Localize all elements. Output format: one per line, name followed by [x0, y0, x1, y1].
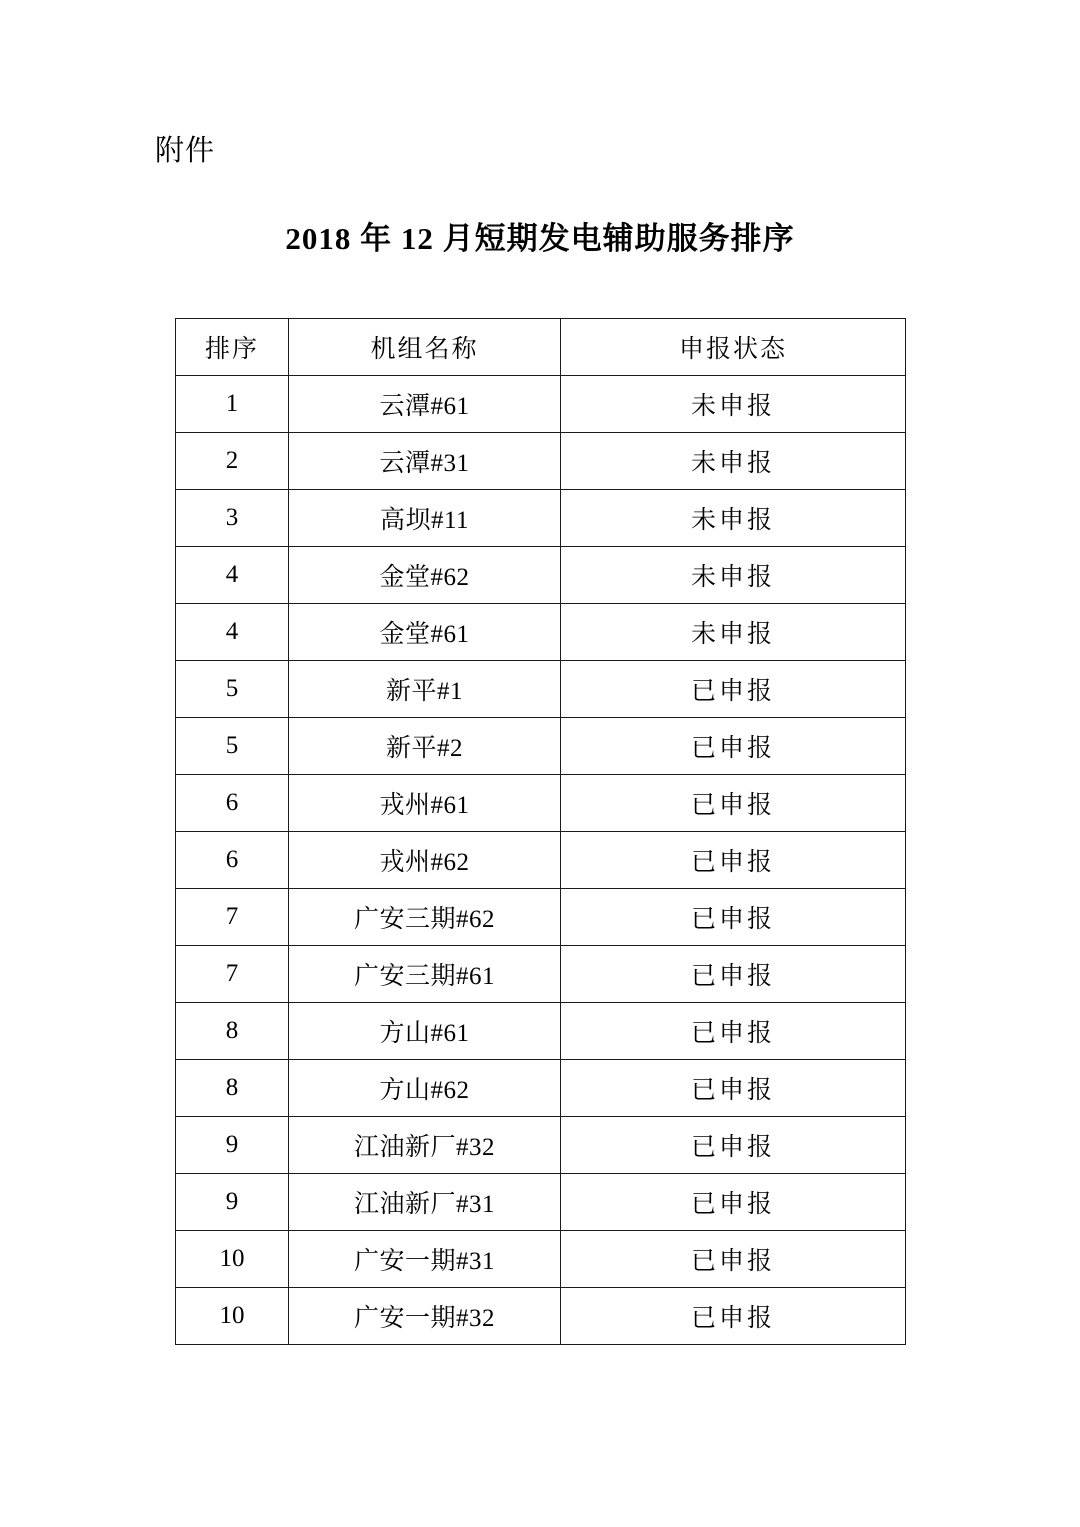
table-row — [176, 1231, 906, 1288]
cell-declaration-status: 已申报 — [561, 1288, 906, 1345]
cell-unit-name: 戎州#61 — [289, 775, 561, 832]
cell-rank: 8 — [176, 1003, 289, 1060]
table-row — [176, 547, 906, 604]
cell-rank: 4 — [176, 604, 289, 661]
cell-rank: 4 — [176, 547, 289, 604]
table-row — [176, 946, 906, 1003]
table-row — [176, 1117, 906, 1174]
cell-rank: 7 — [176, 946, 289, 1003]
cell-unit-name: 金堂#62 — [289, 547, 561, 604]
table-row — [176, 661, 906, 718]
cell-unit-name: 广安一期#31 — [289, 1231, 561, 1288]
cell-unit-name: 新平#2 — [289, 718, 561, 775]
cell-rank: 10 — [176, 1288, 289, 1345]
cell-unit-name: 高坝#11 — [289, 490, 561, 547]
cell-unit-name: 广安一期#32 — [289, 1288, 561, 1345]
cell-declaration-status: 已申报 — [561, 1003, 906, 1060]
column-header-rank: 排序 — [176, 319, 289, 376]
cell-rank: 1 — [176, 376, 289, 433]
table-body — [176, 376, 906, 1345]
cell-unit-name: 戎州#62 — [289, 832, 561, 889]
cell-declaration-status: 未申报 — [561, 490, 906, 547]
page-title: 2018 年 12 月短期发电辅助服务排序 — [285, 221, 795, 256]
table-row — [176, 718, 906, 775]
cell-declaration-status: 已申报 — [561, 1174, 906, 1231]
cell-rank: 3 — [176, 490, 289, 547]
cell-declaration-status: 已申报 — [561, 832, 906, 889]
table-row — [176, 832, 906, 889]
cell-declaration-status: 已申报 — [561, 1060, 906, 1117]
table-row — [176, 775, 906, 832]
cell-unit-name: 方山#62 — [289, 1060, 561, 1117]
cell-unit-name: 广安三期#61 — [289, 946, 561, 1003]
cell-rank: 2 — [176, 433, 289, 490]
cell-declaration-status: 已申报 — [561, 775, 906, 832]
cell-rank: 9 — [176, 1174, 289, 1231]
cell-rank: 9 — [176, 1117, 289, 1174]
column-header-declaration-status: 申报状态 — [561, 319, 906, 376]
table-row — [176, 1174, 906, 1231]
table-row — [176, 889, 906, 946]
cell-rank: 5 — [176, 718, 289, 775]
cell-rank: 5 — [176, 661, 289, 718]
cell-declaration-status: 未申报 — [561, 604, 906, 661]
column-header-unit-name: 机组名称 — [289, 319, 561, 376]
table-row — [176, 490, 906, 547]
cell-declaration-status: 已申报 — [561, 1231, 906, 1288]
cell-rank: 6 — [176, 775, 289, 832]
cell-rank: 10 — [176, 1231, 289, 1288]
cell-unit-name: 金堂#61 — [289, 604, 561, 661]
table-row — [176, 1003, 906, 1060]
cell-declaration-status: 已申报 — [561, 1117, 906, 1174]
cell-declaration-status: 已申报 — [561, 889, 906, 946]
ranking-table-container — [175, 318, 905, 1345]
cell-declaration-status: 未申报 — [561, 547, 906, 604]
table-header-row — [176, 319, 906, 376]
cell-unit-name: 云潭#61 — [289, 376, 561, 433]
table-row — [176, 433, 906, 490]
cell-unit-name: 江油新厂#31 — [289, 1174, 561, 1231]
cell-unit-name: 方山#61 — [289, 1003, 561, 1060]
cell-rank: 8 — [176, 1060, 289, 1117]
table-row — [176, 604, 906, 661]
cell-unit-name: 新平#1 — [289, 661, 561, 718]
cell-declaration-status: 已申报 — [561, 661, 906, 718]
table-row — [176, 1060, 906, 1117]
cell-unit-name: 广安三期#62 — [289, 889, 561, 946]
attachment-label: 附件 — [155, 135, 216, 167]
cell-rank: 6 — [176, 832, 289, 889]
ranking-table — [175, 318, 906, 1345]
cell-declaration-status: 已申报 — [561, 718, 906, 775]
table-row — [176, 1288, 906, 1345]
cell-unit-name: 江油新厂#32 — [289, 1117, 561, 1174]
table-row — [176, 376, 906, 433]
cell-unit-name: 云潭#31 — [289, 433, 561, 490]
cell-declaration-status: 未申报 — [561, 433, 906, 490]
cell-rank: 7 — [176, 889, 289, 946]
cell-declaration-status: 已申报 — [561, 946, 906, 1003]
cell-declaration-status: 未申报 — [561, 376, 906, 433]
